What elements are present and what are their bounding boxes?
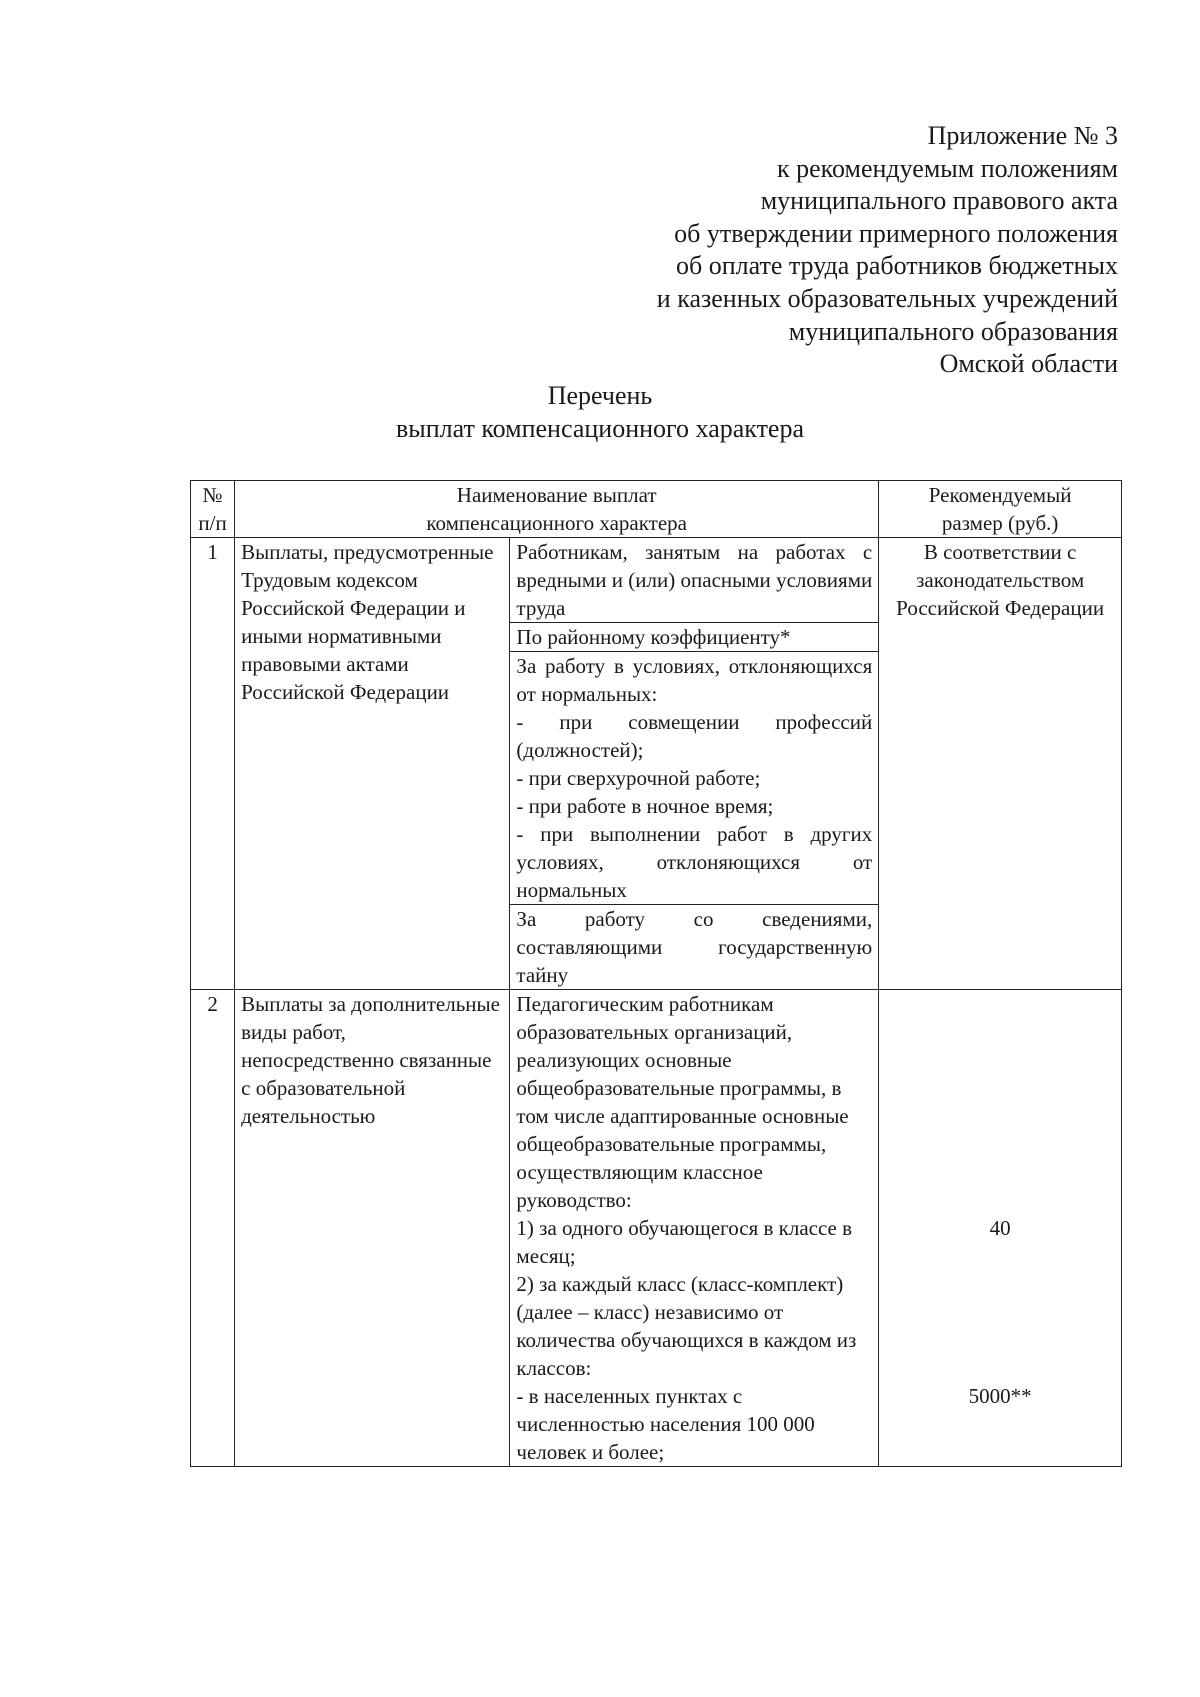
appendix-line: об утверждении примерного положения xyxy=(674,218,1118,248)
row-number: 2 xyxy=(191,990,235,1467)
row-category: Выплаты за дополнительные виды работ, непосредственно связанные с образовательной деятельностью xyxy=(235,990,510,1467)
class-intro: Педагогическим работникам образовательных организаций, реализующих основные общеобразовательные программы, в том числе адаптированные основные общеобразовательные программы, осуществляющим классное руководство: xyxy=(516,992,849,1212)
document-title: Перечень xyxy=(547,381,653,410)
table-row xyxy=(191,538,1122,623)
appendix-line: Приложение № 3 xyxy=(927,121,1118,150)
row-item-class-management xyxy=(510,990,879,1467)
header-name xyxy=(235,481,879,538)
table-header-row xyxy=(191,481,1122,538)
row-size: В соответствии с законодательством Российской Федерации xyxy=(879,538,1122,990)
appendix-line: к рекомендуемым положениям xyxy=(777,153,1118,183)
row-item: Работникам, занятым на работах с вредными и (или) опасными условиями труда xyxy=(510,538,879,623)
appendix-line: Омской области xyxy=(939,349,1118,379)
row-size-cell xyxy=(879,990,1122,1467)
class-item: - в населенных пунктах с численностью населения 100 000 человек и более; xyxy=(516,1384,815,1464)
row-category: Выплаты, предусмотренные Трудовым кодексом Российской Федерации и иными нормативными правовыми актами Российской Федерации xyxy=(235,538,510,990)
header-num-line1: № xyxy=(202,483,223,507)
row-item-conditions xyxy=(510,652,879,905)
header-num-line2: п/п xyxy=(198,511,227,535)
appendix-line: муниципального образования xyxy=(788,316,1118,346)
header-name-line2: компенсационного характера xyxy=(426,511,687,535)
header-num xyxy=(191,481,235,538)
conditions-item: - при работе в ночное время; xyxy=(516,794,774,818)
size-per-class: 5000** xyxy=(968,1384,1032,1408)
appendix-line: об оплате труда работников бюджетных xyxy=(675,251,1118,281)
conditions-item: - при выполнении работ в других условиях, отклоняющихся от нормальных xyxy=(516,822,873,902)
appendix-line: муниципального правового акта xyxy=(760,186,1118,216)
class-item: 1) за одного обучающегося в классе в месяц; xyxy=(516,1216,853,1268)
header-size-line1: Рекомендуемый xyxy=(928,483,1072,507)
row-number: 1 xyxy=(191,538,235,990)
payments-table xyxy=(190,480,1122,1467)
conditions-intro: За работу в условиях, отклоняющихся от нормальных: xyxy=(516,654,873,706)
conditions-item: - при сверхурочной работе; xyxy=(516,766,761,790)
header-size-line2: размер (руб.) xyxy=(941,511,1059,535)
class-item: 2) за каждый класс (класс-комплект) (далее – класс) независимо от количества обучающихся в каждом из классов: xyxy=(516,1272,857,1380)
row-item: По районному коэффициенту* xyxy=(510,623,879,652)
row-item: За работу со сведениями, составляющими государственную тайну xyxy=(510,905,879,990)
conditions-item: - при совмещении профессий (должностей); xyxy=(516,710,873,762)
appendix-header xyxy=(418,120,1118,381)
appendix-line: и казенных образовательных учреждений xyxy=(656,283,1118,313)
header-name-line1: Наименование выплат xyxy=(456,483,657,507)
table-row xyxy=(191,990,1122,1467)
document-subtitle: выплат компенсационного характера xyxy=(395,414,805,443)
size-per-student: 40 xyxy=(989,1216,1011,1240)
header-size xyxy=(879,481,1122,538)
